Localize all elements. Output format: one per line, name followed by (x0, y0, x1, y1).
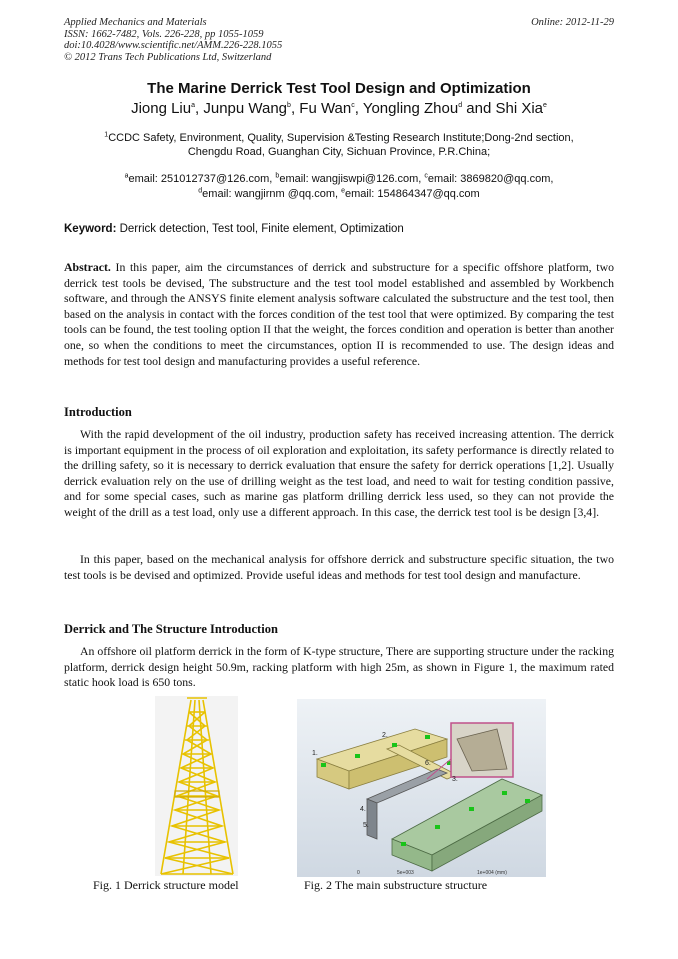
intro-paragraph-1: With the rapid development of the oil industry, production safety has received increasing attention. The derrick is important equipment in the process of oil exploration and exploitation, its safety performance is directly related to the drilling safety, so it is necessary to derrick evaluation that ensure the safety for derrick operations [1,2]. Usually derrick evaluation rely on the use of drilling weight as the test load, and need to wait for testing condition passive, and for some special cases, such as marine gas platform drilling derrick less used, so they can not provide the weight of the drill as a test load, only use a different approach. In this case, the derrick test tool is be design [3,4]. (64, 427, 614, 519)
author: Fu Wan (299, 100, 352, 117)
fig2-label-1: 1. (312, 750, 318, 757)
fig2-label-2: 2. (382, 732, 388, 739)
online-date: Online: 2012-11-29 (531, 17, 614, 28)
copyright: © 2012 Trans Tech Publications Ltd, Switzerland (64, 51, 272, 63)
author: Yongling Zhou (362, 100, 459, 117)
figure-2-caption: Fig. 2 The main substructure structure (304, 878, 488, 892)
issn: ISSN: 1662-7482, Vols. 226-228, pp 1055-1059 (64, 28, 264, 40)
fig2-scale-mid: 5e+003 (397, 870, 414, 876)
fig2-label-5: 5. (363, 822, 369, 829)
author: Jiong Liu (131, 100, 192, 117)
figure-2-substructure-image (297, 699, 546, 877)
fig2-label-6: 6. (425, 760, 431, 767)
keywords: Keyword: Derrick detection, Test tool, Finite element, Optimization (64, 223, 404, 235)
abstract: Abstract. In this paper, aim the circumstances of derrick and substructure for a specific offshore platform, two derrick test tools be devised, The substructure and the test tool model established and assembled by Workbench software, and through the ANSYS finite element analysis software calculated the substructure and the test tool, then based on the analysis in contact with the forces condition of the test tool that were optimized. By comparing the test tools can be found, the test tooling option II that the weight, the forces condition and operation is better than another one, so when the conditions to meet the circumstances, option II is recommended to use. The design ideas and methods for test tool design and manufacturing provides a useful reference. (64, 260, 614, 368)
fig2-scale-end: 1e+004 (mm) (477, 870, 507, 876)
paper-title: The Marine Derrick Test Tool Design and Optimization (147, 80, 531, 97)
section-heading-derrick: Derrick and The Structure Introduction (64, 622, 278, 636)
affiliation: $^1$CCDC Safety, Environment, Quality, Supervision &Testing Research Institute;Dong-2nd section, Chengdu Road, Guanghan City, Sichuan Province, P.R.China; (104, 131, 574, 158)
figure-1-derrick-image (155, 696, 238, 876)
derrick-paragraph-1: An offshore oil platform derrick in the form of K-type structure, There are supporting structure under the racking platform, derrick design height 50.9m, racking platform with high 25m, as shown in Figure 1, the maximum rated static hook load is 650 tons. (64, 644, 614, 690)
fig2-label-3: 3. (452, 776, 458, 783)
doi: doi:10.4028/www.scientific.net/AMM.226-228.1055 (64, 40, 283, 51)
author: Junpu Wang (203, 100, 288, 117)
intro-paragraph-2: In this paper, based on the mechanical analysis for offshore derrick and substructure specific situation, the two test tools is be devised and optimized. Provide useful ideas and methods for test tool design and manufacture. (64, 552, 614, 582)
journal-name: Applied Mechanics and Materials (64, 17, 207, 28)
figure-1-caption: Fig. 1 Derrick structure model (93, 878, 239, 892)
author: Shi Xia (495, 100, 544, 117)
fig2-scale-0: 0 (357, 870, 360, 876)
author-emails: $^a$email: 251012737@126.com, $^b$email: wangjiswpi@126.com, $^c$email: 3869820@qq.com, $^d$email: wangjirnm @qq.com, $^e$email: 154864347@qq.com (124, 172, 554, 200)
author-list: Jiong Liu$^a$, Junpu Wang$^b$, Fu Wan$^c$, Yongling Zhou$^d$ and Shi Xia$^e$ (131, 100, 547, 117)
fig2-label-4: 4. (360, 806, 366, 813)
section-heading-introduction: Introduction (64, 405, 132, 419)
